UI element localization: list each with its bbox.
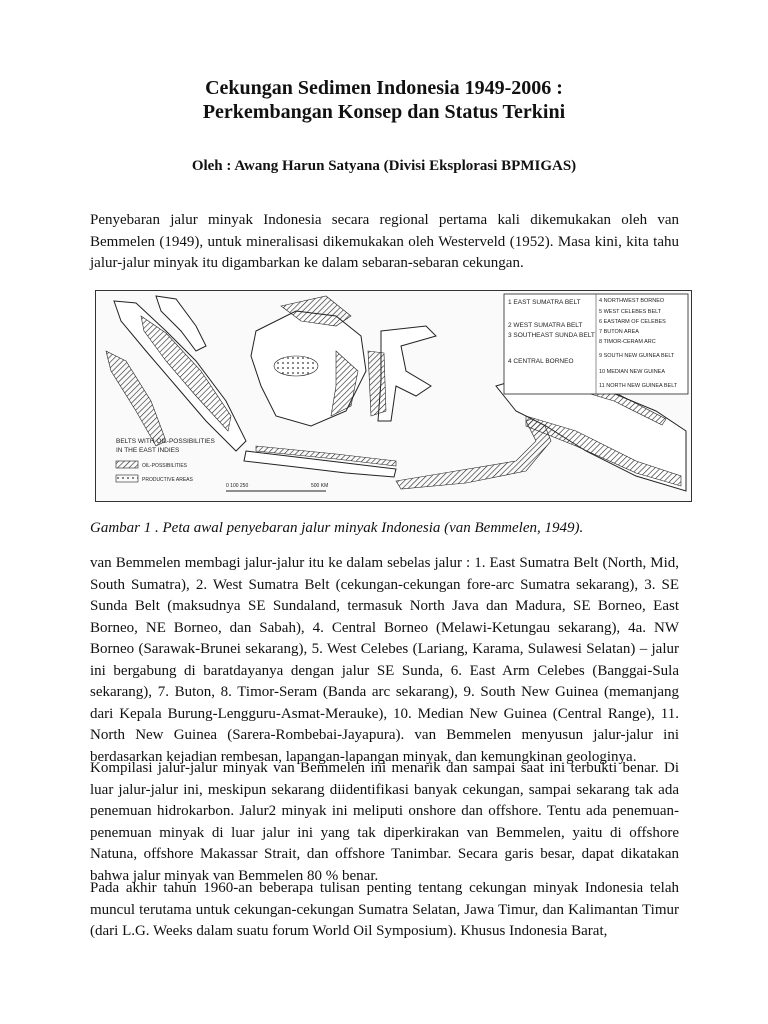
belt-legend-left-3: 3 SOUTHEAST SUNDA BELT	[508, 332, 595, 339]
belt-legend-right-6: 9 SOUTH NEW GUINEA BELT	[599, 353, 675, 359]
title-line-1: Cekungan Sedimen Indonesia 1949-2006 :	[205, 77, 563, 99]
west-sumatra-belt	[106, 351, 166, 446]
title-line-2: Perkembangan Konsep dan Status Terkini	[202, 101, 566, 123]
map-title-line-2: IN THE EAST INDIES	[116, 447, 180, 454]
belt-legend-right-5: 8 TIMOR-CERAM ARC	[599, 339, 656, 345]
paragraph-belts: van Bemmelen membagi jalur-jalur itu ke dalam sebelas jalur : 1. East Sumatra Belt (North, Mid, South Sumatra), 2. West Sumatra Belt (cekungan-cekungan fore-arc Sumatra sekarang), 3. SE Sunda Belt (maksudnya SE Sundaland, termasuk North Java dan Madura, SE Borneo, East Borneo, NE Borneo, dan Sabah), 4. Central Borneo (Melawi-Ketungau sekarang), 4a. NW Borneo (Sarawak-Brunei sekarang), 5. West Celebes (Lariang, Karama, Sulawesi Selatan) – jalur ini bergabung di baratdayanya dengan jalur SE Sunda, 6. East Arm Celebes (Banggai-Sula sekarang), 7. Buton, 8. Timor-Seram (Banda arc sekarang), 9. South New Guinea (memanjang dari Kepala Burung-Lengguru-Asmat-Merauke), 10. Median New Guinea (Central Range), 11. North New Guinea (Sarera-Rombebai-Jayapura). van Bemmelen menyusun jalur-jalur ini berdasarkan kejadian rembesan, lapangan-lapangan minyak, dan kemungkinan geologinya.	[90, 555, 679, 765]
belt-legend-right-8: 11 NORTH NEW GUINEA BELT	[599, 383, 678, 389]
belt-legend-right-7: 10 MEDIAN NEW GUINEA	[599, 369, 666, 375]
paragraph-1960s: Pada akhir tahun 1960-an beberapa tulisan penting tentang cekungan minyak Indonesia telah muncul terutama untuk cekungan-cekungan Sumatra Selatan, Jawa Timur, dan Kalimantan Timur (dari L.G. Weeks dalam suatu forum World Oil Symposium). Khusus Indonesia Barat,	[90, 880, 679, 939]
document-title	[0, 76, 768, 124]
celebes-island	[378, 326, 436, 421]
belt-legend-left-2: 2 WEST SUMATRA BELT	[508, 322, 583, 329]
west-celebes-belt	[368, 351, 386, 416]
belt-legend-right-4: 7 BUTON AREA	[599, 329, 639, 335]
paragraph-compilation: Kompilasi jalur-jalur minyak van Bemmelen ini menarik dan sampai saat ini terbukti benar. Di luar jalur-jalur ini, meskipun sekarang diidentifikasi banyak cekungan, sampai sekarang tak ada penemuan hidrokarbon. Jalur2 minyak ini meliputi onshore dan offshore. Tentu ada penemuan-penemuan minyak di luar jalur ini yang tak diperkirakan van Bemmelen, yaitu di offshore Natuna, offshore Makassar Strait, dan offshore Tanimbar. Secara garis besar, dapat dikatakan bahwa jalur minyak van Bemmelen 80 % benar.	[90, 760, 679, 884]
oil-possibilities-swatch	[116, 461, 138, 468]
belt-legend-right-2: 5 WEST CELEBES BELT	[599, 309, 662, 315]
author-byline: Oleh : Awang Harun Satyana (Divisi Eksplorasi BPMIGAS)	[191, 158, 577, 174]
figure-caption: Gambar 1 . Peta awal penyebaran jalur minyak Indonesia (van Bemmelen, 1949).	[90, 520, 584, 536]
belt-legend-left-1: 1 EAST SUMATRA BELT	[508, 299, 581, 306]
belt-legend-left-4: 4 CENTRAL BORNEO	[508, 358, 574, 365]
productive-areas-swatch	[116, 475, 138, 482]
central-borneo-belt	[274, 356, 318, 376]
belt-legend-right-3: 6 EASTARM OF CELEBES	[599, 319, 666, 325]
legend-oil-label: OIL-POSSIBILITIES	[142, 463, 188, 469]
legend-productive-label: PRODUCTIVE AREAS	[142, 477, 193, 483]
map-title-line-1: BELTS WITH OIL-POSSIBILITIES	[116, 438, 215, 445]
paragraph-intro: Penyebaran jalur minyak Indonesia secara regional pertama kali dikemukakan oleh van Bemmelen (1949), untuk mineralisasi dikemukakan oleh Westerveld (1952). Masa kini, kita tahu jalur-jalur minyak itu digambarkan ke dalam sebaran-sebaran cekungan.	[90, 212, 679, 271]
scale-label: 0 100 250	[226, 483, 249, 489]
scale-unit: 500 KM	[311, 483, 329, 489]
oil-belt-map	[96, 291, 691, 501]
belt-legend-right-1: 4 NORTHWEST BORNEO	[599, 298, 665, 304]
oil-belt-map-figure	[95, 290, 692, 502]
